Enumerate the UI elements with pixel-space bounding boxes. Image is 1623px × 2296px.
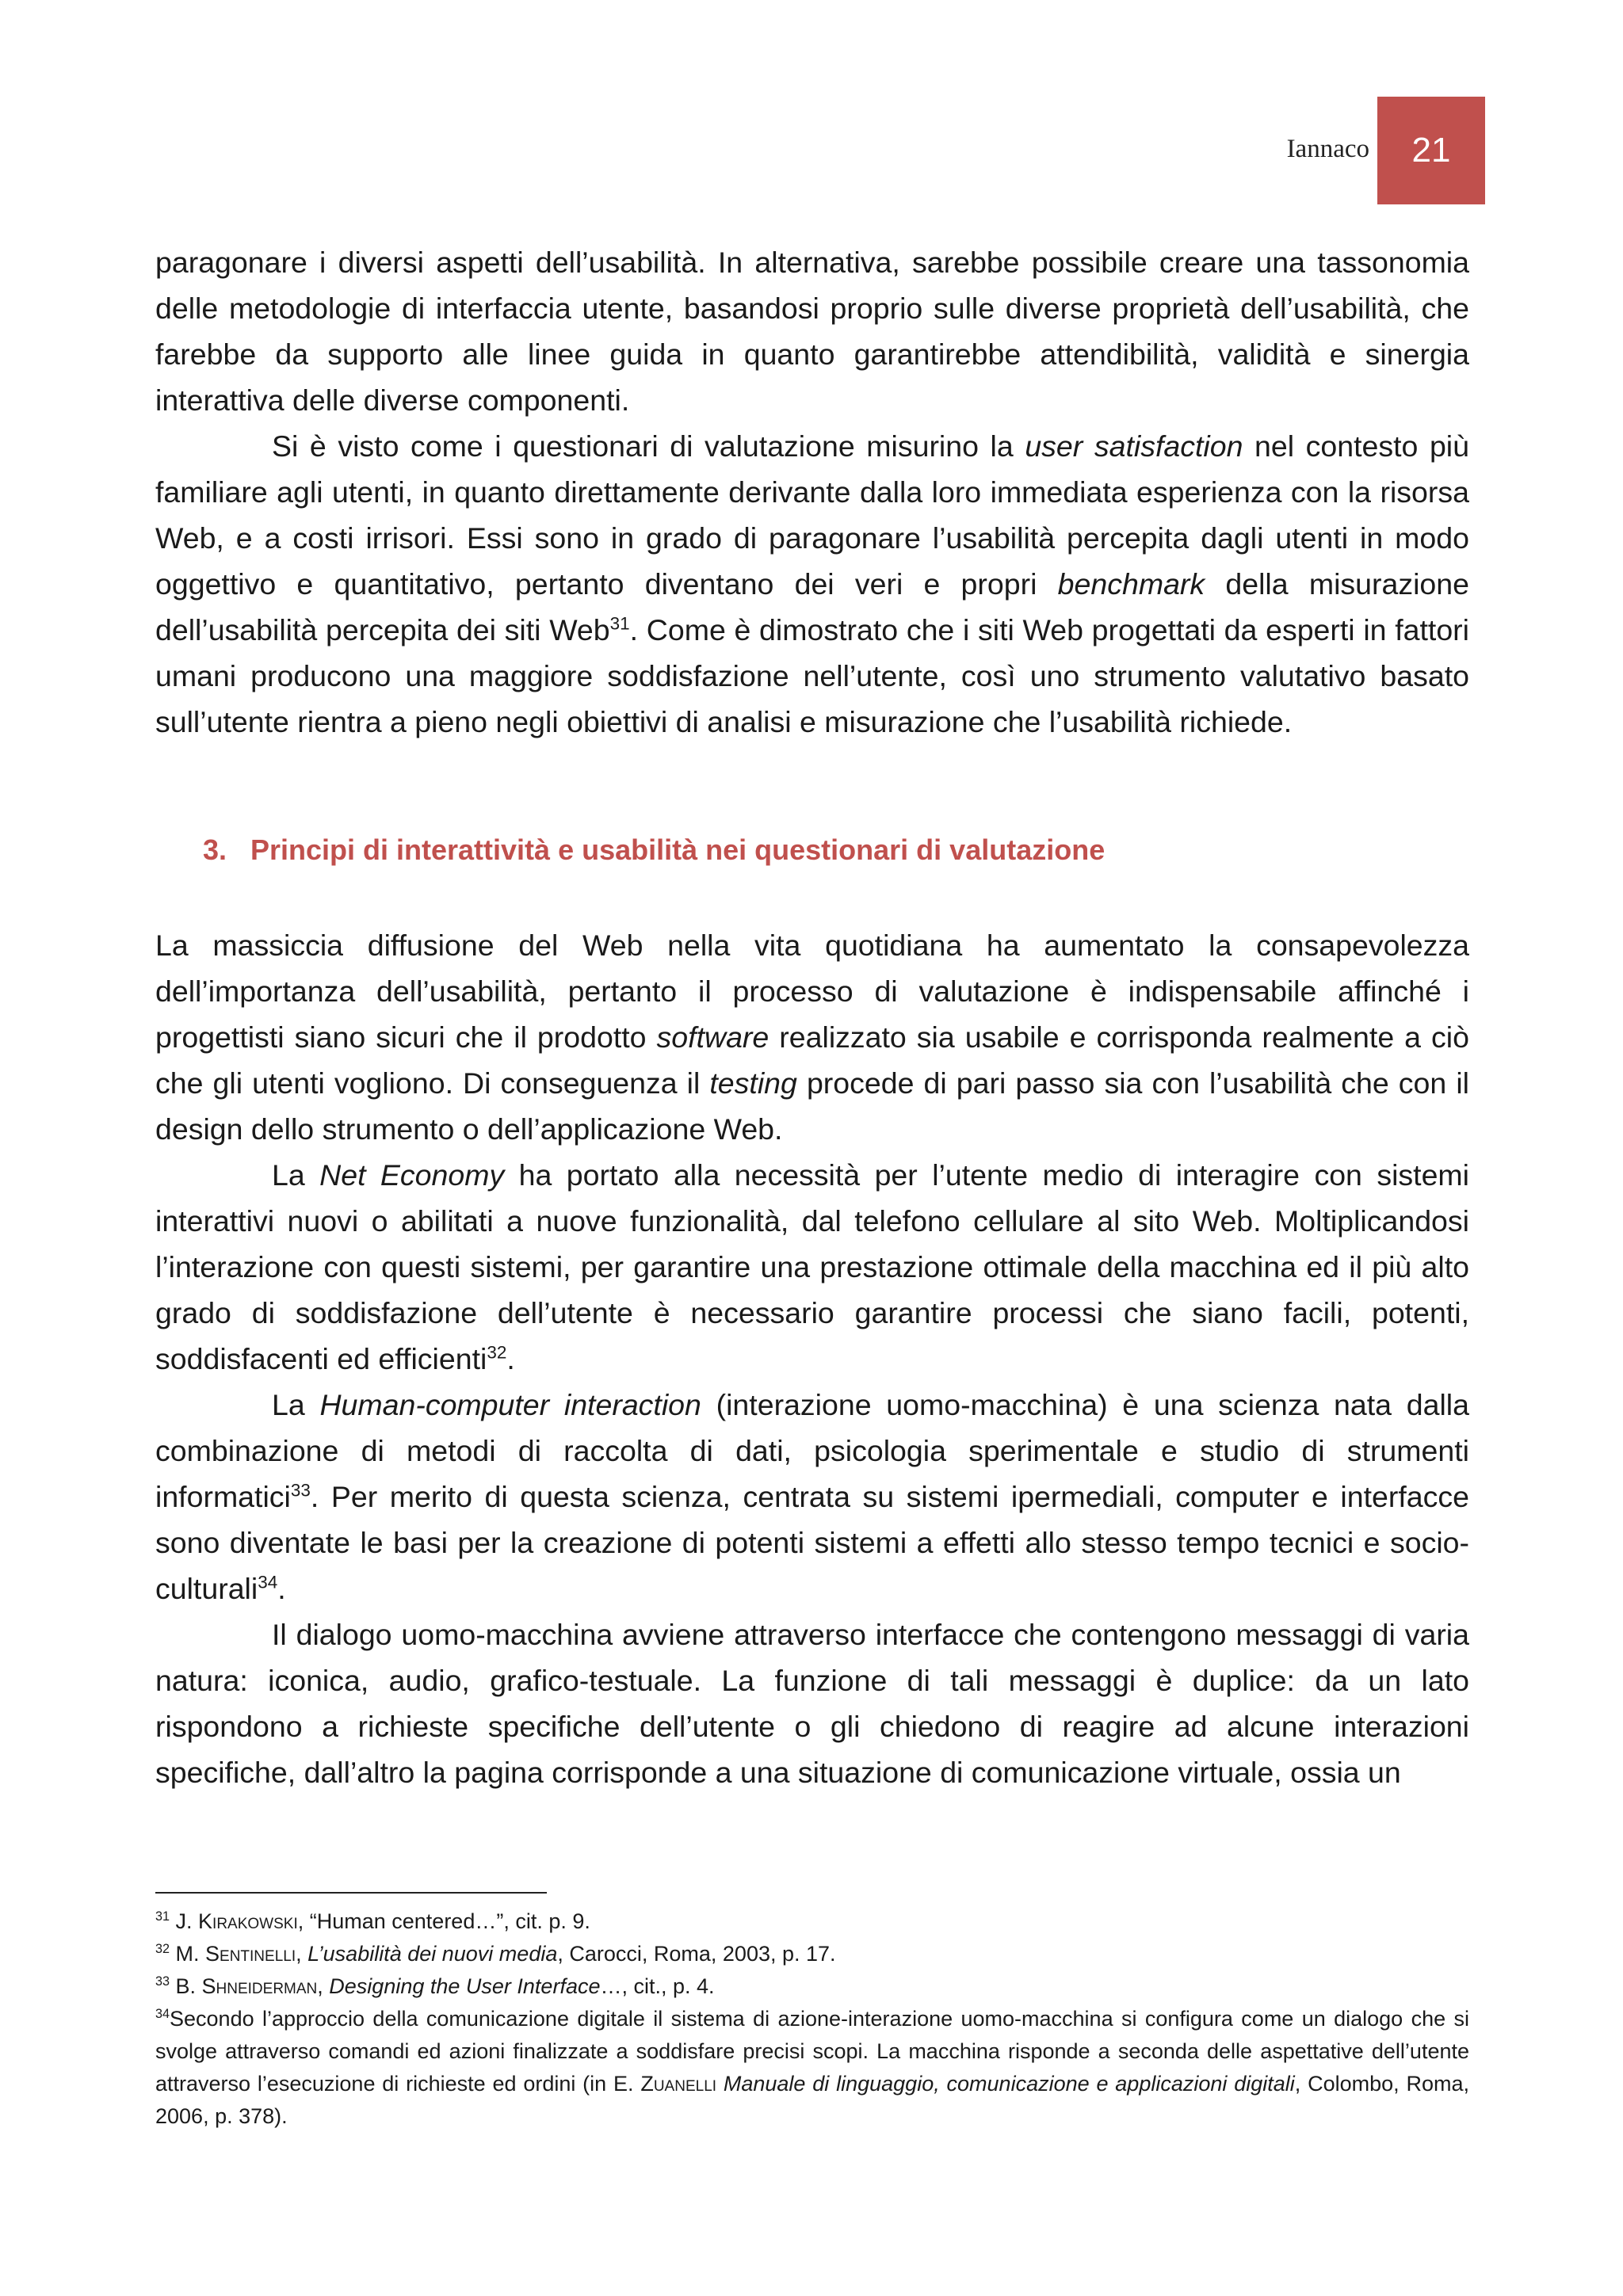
footnotes bbox=[155, 1905, 1469, 2133]
footnote-ref: 33 bbox=[290, 1480, 311, 1501]
paragraph: Il dialogo uomo-macchina avviene attraverso interfacce che contengono messaggi di varia natura: iconica, audio, grafico-testuale. La funzione di tali messaggi è duplice: da un lato rispondono a richieste specifiche dell’utente o gli chiedono di reagire ad alcune interazioni specifiche, dall’altro la pagina corrisponde a una situazione di comunicazione virtuale, ossia un bbox=[155, 1618, 1469, 1789]
section-heading bbox=[203, 827, 1469, 873]
paragraph: paragonare i diversi aspetti dell’usabilità. In alternativa, sarebbe possibile creare una tassonomia delle metodologie di interfaccia utente, basandosi proprio sulle diverse proprietà dell’usabilità, che farebbe da supporto alle linee guida in quanto garantirebbe attendibilità, validità e sinergia interattiva delle diverse componenti. bbox=[155, 246, 1469, 417]
footnote-separator bbox=[155, 1892, 547, 1894]
paragraph: Si è visto come i questionari di valutazione misurino la user satisfaction nel contesto più familiare agli utenti, in quanto direttamente derivante dalla loro immediata esperienza con la risorsa Web, e a costi irrisori. Essi sono in grado di paragonare l’usabilità percepita dagli utenti in modo oggettivo e quantitativo, pertanto diventano dei veri e propri benchmark della misurazione dell’usabilità percepita dei siti Web$^{31}$. Come è dimostrato che i siti Web progettati da esperti in fattori umani producono una maggiore soddisfazione nell’utente, così uno strumento valutativo basato sull’utente rientra a pieno negli obiettivi di analisi e misurazione che l’usabilità richiede. bbox=[155, 429, 1469, 738]
footnote: $^{31}$ J. Kirakowski, “Human centered…”, cit. p. 9. bbox=[155, 1909, 590, 1933]
footnote-ref: 34 bbox=[258, 1572, 278, 1592]
paragraph: La massiccia diffusione del Web nella vita quotidiana ha aumentato la consapevolezza dell’importanza dell’usabilità, pertanto il processo di valutazione è indispensabile affinché i progettisti siano sicuri che il prodotto software realizzato sia usabile e corrisponda realmente a ciò che gli utenti vogliono. Di conseguenza il testing procede di pari passo sia con l’usabilità che con il design dello strumento o dell’applicazione Web. bbox=[155, 929, 1469, 1146]
section-title: Principi di interattività e usabilità nei questionari di valutazione bbox=[250, 833, 1106, 866]
footnote: $^{34}$Secondo l’approccio della comunicazione digitale il sistema di azione-interazione uomo-macchina si configura come un dialogo che si svolge attraverso comandi ed azioni finalizzate a soddisfare precisi scopi. La macchina risponde a seconda delle aspettative dell’utente attraverso l’esecuzione di richieste ed ordini (in E. Zuanelli Manuale di linguaggio, comunicazione e applicazioni digitali, Colombo, Roma, 2006, p. 378). bbox=[155, 2007, 1469, 2128]
running-header-author: Iannaco bbox=[1286, 135, 1369, 163]
footnote: $^{33}$ B. Shneiderman, Designing the User Interface…, cit., p. 4. bbox=[155, 1974, 715, 1998]
footnote-ref: 32 bbox=[487, 1342, 507, 1363]
footnote-ref: 31 bbox=[609, 613, 630, 634]
paragraph: La Net Economy ha portato alla necessità per l’utente medio di interagire con sistemi interattivi nuovi o abilitati a nuove funzionalità, dal telefono cellulare al sito Web. Moltiplicandosi l’interazione con questi sistemi, per garantire una prestazione ottimale della macchina ed il più alto grado di soddisfazione dell’utente è necessario garantire processi che siano facili, potenti, soddisfacenti ed efficienti$^{32}$. bbox=[155, 1158, 1470, 1375]
paragraph: La Human-computer interaction (interazione uomo-macchina) è una scienza nata dalla combinazione di metodi di raccolta di dati, psicologia sperimentale e studio di strumenti informatici$^{33}$. Per merito di questa scienza, centrata su sistemi ipermediali, computer e interfacce sono diventate le basi per la creazione di potenti sistemi a effetti allo stesso tempo tecnici e socio-culturali$^{34}$. bbox=[155, 1388, 1469, 1605]
section-number: 3. bbox=[203, 833, 227, 866]
body-text bbox=[155, 239, 1469, 1795]
page-number-badge: 21 bbox=[1377, 97, 1485, 204]
footnote: $^{32}$ M. Sentinelli, L’usabilità dei nuovi media, Carocci, Roma, 2003, p. 17. bbox=[155, 1942, 836, 1966]
